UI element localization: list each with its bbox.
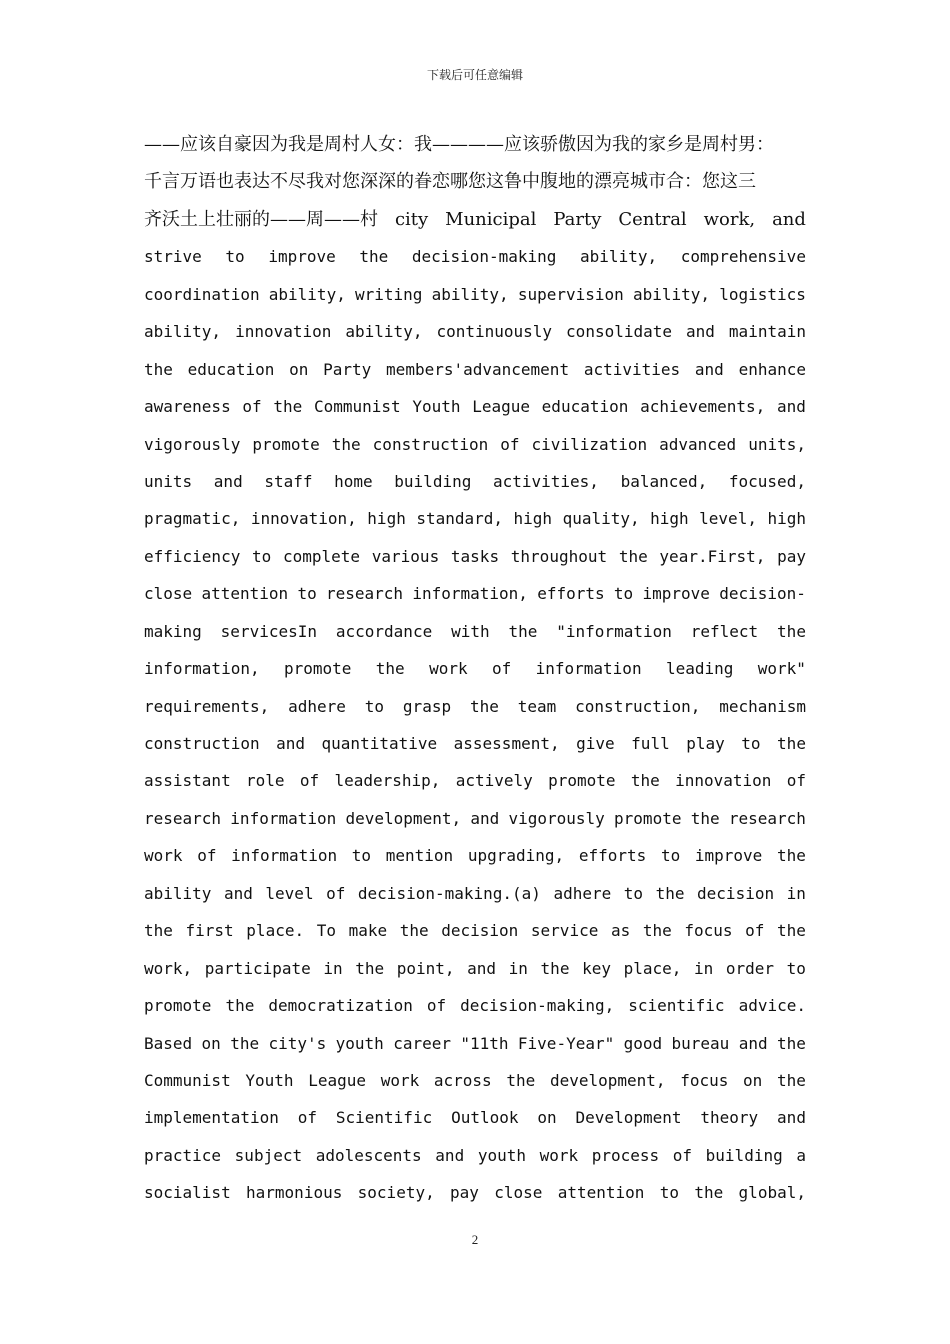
- body-word: ability: [144, 883, 212, 903]
- body-word: team: [517, 696, 557, 716]
- body-line: [144, 463, 806, 500]
- body-word: close: [494, 1183, 543, 1203]
- body-word: process: [591, 1145, 660, 1165]
- body-word: various: [371, 546, 440, 566]
- body-word: information,: [412, 584, 528, 604]
- body-word: Communist: [313, 397, 401, 417]
- body-word: efforts: [578, 846, 647, 866]
- body-word: of: [299, 771, 320, 791]
- body-word: vigorously: [508, 808, 605, 828]
- body-word: and: [694, 359, 724, 379]
- body-line: [144, 276, 806, 313]
- body-word: innovation: [235, 322, 332, 342]
- body-word: and: [213, 471, 243, 491]
- body-word: leading: [665, 659, 734, 679]
- body-line: [144, 538, 806, 575]
- body-word: information,: [144, 659, 260, 679]
- body-word: play: [686, 734, 725, 753]
- body-word: research: [325, 584, 404, 604]
- body-word: promote: [548, 771, 616, 791]
- body-line: [144, 201, 806, 238]
- body-word: to: [786, 958, 806, 978]
- body-word: on: [201, 1033, 221, 1053]
- body-word: comprehensive: [680, 247, 806, 267]
- body-word: of: [672, 1145, 693, 1165]
- body-word: the: [642, 921, 672, 941]
- body-word: the: [375, 659, 405, 679]
- body-word: city's: [268, 1033, 327, 1053]
- body-word: awareness: [144, 397, 231, 417]
- body-word: the: [776, 1033, 806, 1053]
- body-word: ability,: [144, 322, 222, 342]
- body-word: research: [728, 808, 806, 828]
- body-word: promote: [614, 808, 682, 828]
- body-word: the: [144, 921, 173, 941]
- body-word: the: [777, 921, 806, 941]
- body-word: tasks: [450, 546, 500, 566]
- body-word: accordance: [335, 621, 433, 641]
- body-word: assistant: [144, 771, 231, 791]
- body-word: promote: [252, 434, 320, 454]
- body-word: the: [355, 958, 385, 978]
- body-word: of: [197, 846, 217, 866]
- body-word: point,: [396, 958, 455, 978]
- body-word: staff: [264, 471, 313, 491]
- body-word: work: [144, 846, 183, 866]
- body-word: key: [582, 958, 611, 978]
- body-word: information: [535, 659, 642, 679]
- body-word: League: [308, 1070, 367, 1090]
- body-word: decision-making: [411, 247, 557, 267]
- body-word: year.First,: [659, 546, 766, 566]
- body-word: improve: [694, 846, 763, 866]
- body-word: ability,: [431, 284, 509, 304]
- body-word: the: [230, 1033, 260, 1053]
- body-word: maintain: [728, 322, 806, 342]
- body-word: high: [650, 509, 689, 529]
- body-word: service: [530, 921, 599, 941]
- body-word: adhere: [288, 696, 346, 716]
- body-word: Youth: [245, 1070, 294, 1090]
- body-word: the: [776, 846, 806, 866]
- body-word: mention: [385, 846, 454, 866]
- body-word: pragmatic,: [144, 509, 241, 529]
- body-word: work,: [703, 208, 756, 230]
- body-word: of: [426, 996, 447, 1016]
- body-word: ability,: [345, 322, 423, 342]
- body-word: the: [273, 397, 303, 417]
- body-word: attention: [201, 584, 289, 604]
- body-line: [144, 800, 806, 837]
- body-word: to: [252, 546, 272, 566]
- body-word: improve: [642, 584, 710, 604]
- body-line: [144, 613, 806, 650]
- body-word: to: [623, 883, 644, 903]
- body-word: on: [743, 1070, 763, 1090]
- body-word: implementation: [144, 1108, 279, 1128]
- body-word: and: [777, 1108, 806, 1128]
- body-line: 千言万语也表达不尽我对您深深的眷恋哪您这鲁中腹地的漂亮城市合：您这三: [144, 171, 756, 193]
- body-word: the: [776, 1070, 806, 1090]
- body-word: and: [738, 1033, 768, 1053]
- body-word: units: [144, 471, 193, 491]
- body-word: society,: [357, 1183, 435, 1203]
- body-word: consolidate: [566, 322, 673, 342]
- body-line: [144, 1174, 806, 1211]
- body-word: subject: [234, 1145, 303, 1165]
- body-word: of: [297, 1108, 317, 1128]
- body-word: as: [610, 921, 631, 941]
- body-word: place.: [246, 921, 305, 941]
- body-word: pay: [777, 546, 806, 566]
- body-word: 齐沃土上壮丽的——周——村: [144, 208, 378, 230]
- body-word: advice.: [738, 996, 806, 1016]
- body-word: education: [187, 359, 275, 379]
- body-line: [144, 1099, 806, 1136]
- body-line: [144, 1137, 806, 1174]
- body-word: give: [576, 734, 615, 753]
- body-word: complete: [283, 546, 361, 566]
- body-word: Based: [144, 1033, 193, 1053]
- body-word: development,: [345, 808, 462, 828]
- body-line: [144, 837, 806, 874]
- body-word: work: [539, 1145, 579, 1165]
- body-word: logistics: [719, 284, 806, 304]
- body-word: and: [470, 808, 500, 828]
- body-word: construction,: [575, 696, 701, 716]
- body-word: Central: [618, 208, 687, 230]
- body-word: education: [541, 397, 629, 417]
- body-word: focus: [680, 1070, 729, 1090]
- body-word: innovation: [675, 771, 772, 791]
- body-line: [144, 313, 806, 350]
- body-word: to: [297, 584, 317, 604]
- body-word: the: [630, 771, 660, 791]
- body-word: Development: [575, 1108, 682, 1128]
- body-word: work": [757, 659, 806, 679]
- body-word: building: [705, 1145, 783, 1165]
- body-word: the: [777, 621, 806, 641]
- body-word: units,: [748, 434, 806, 454]
- body-line: [144, 650, 806, 687]
- body-word: to: [351, 846, 372, 866]
- body-word: socialist: [144, 1183, 231, 1203]
- body-word: youth: [477, 1145, 526, 1165]
- body-word: assessment,: [453, 734, 560, 753]
- body-word: information: [230, 808, 337, 828]
- body-word: League: [472, 397, 530, 417]
- body-word: to: [364, 696, 385, 716]
- body-word: high: [367, 509, 406, 529]
- body-line: [144, 987, 806, 1024]
- body-word: with: [451, 621, 490, 641]
- body-line: [144, 875, 806, 912]
- body-word: decision-making,: [460, 996, 615, 1016]
- body-word: leadership,: [334, 771, 441, 791]
- body-word: good: [623, 1033, 663, 1053]
- body-word: Municipal: [445, 208, 537, 230]
- body-word: the: [144, 359, 173, 379]
- body-line: [144, 912, 806, 949]
- body-word: Communist: [144, 1070, 231, 1090]
- body-word: decision-: [719, 584, 806, 604]
- body-word: to: [660, 846, 681, 866]
- body-word: development,: [549, 1070, 666, 1090]
- body-word: throughout: [510, 546, 608, 566]
- body-word: requirements,: [144, 696, 270, 716]
- body-line: [144, 1025, 806, 1062]
- body-word: improve: [268, 247, 336, 267]
- body-word: quantitative: [321, 734, 438, 753]
- body-word: the: [777, 734, 806, 753]
- body-word: efficiency: [144, 546, 241, 566]
- body-word: attention: [557, 1183, 645, 1203]
- body-word: innovation,: [250, 509, 357, 529]
- body-word: and: [467, 958, 497, 978]
- page-number: 2: [471, 1232, 479, 1247]
- body-word: the: [508, 621, 538, 641]
- body-word: Youth: [412, 397, 461, 417]
- body-word: civilization: [531, 434, 648, 454]
- body-word: efforts: [537, 584, 605, 604]
- body-word: the: [618, 546, 648, 566]
- body-word: the: [690, 808, 720, 828]
- body-word: vigorously: [144, 434, 241, 454]
- body-word: Party: [553, 208, 602, 230]
- body-word: level: [265, 883, 314, 903]
- body-line: [144, 950, 806, 987]
- body-word: on: [537, 1108, 557, 1128]
- body-word: to: [659, 1183, 680, 1203]
- body-word: upgrading,: [467, 846, 565, 866]
- body-word: work: [429, 659, 468, 679]
- body-word: career: [393, 1033, 451, 1053]
- body-line: [144, 426, 806, 463]
- body-word: standard,: [416, 509, 504, 529]
- body-word: make: [348, 921, 388, 941]
- body-word: enhance: [738, 359, 806, 379]
- body-word: supervision: [517, 284, 624, 304]
- body-word: global,: [738, 1183, 806, 1203]
- body-word: construction: [372, 434, 489, 454]
- body-word: of: [326, 883, 346, 903]
- body-word: the: [225, 996, 255, 1016]
- body-word: "information: [556, 621, 672, 641]
- body-word: activities,: [492, 471, 599, 491]
- body-word: achievements,: [640, 397, 766, 417]
- body-word: promote: [283, 659, 352, 679]
- body-word: building: [394, 471, 472, 491]
- body-word: ability,: [268, 284, 346, 304]
- body-word: work: [380, 1070, 420, 1090]
- body-line: ——应该自豪因为我是周村人女：我————应该骄傲因为我的家乡是周村男：: [144, 134, 774, 155]
- body-word: home: [334, 471, 373, 491]
- body-word: first: [185, 921, 234, 941]
- body-word: city: [394, 208, 429, 230]
- body-word: Five-Year": [517, 1033, 615, 1053]
- body-word: and: [776, 397, 806, 417]
- body-word: pay: [450, 1183, 479, 1203]
- body-word: ability,: [580, 247, 658, 267]
- body-word: of: [745, 921, 765, 941]
- body-word: "11th: [460, 1033, 509, 1053]
- body-line: [144, 351, 806, 388]
- body-word: balanced,: [620, 471, 708, 491]
- body-word: a: [796, 1145, 806, 1165]
- body-word: construction: [144, 734, 260, 753]
- body-word: the: [506, 1070, 536, 1090]
- body-word: information: [231, 846, 338, 866]
- body-word: Outlook: [451, 1108, 519, 1128]
- body-line: [144, 500, 806, 537]
- body-word: the: [469, 696, 499, 716]
- body-word: close: [144, 584, 193, 604]
- body-line: [144, 688, 806, 725]
- body-word: in: [508, 958, 528, 978]
- body-word: grasp: [402, 696, 452, 716]
- body-word: theory: [700, 1108, 759, 1128]
- body-word: harmonious: [246, 1183, 343, 1203]
- body-word: activities: [583, 359, 681, 379]
- body-word: the: [694, 1183, 724, 1203]
- body-word: Scientific: [335, 1108, 433, 1128]
- body-word: and: [435, 1145, 465, 1165]
- body-word: promote: [144, 996, 212, 1016]
- body-word: place,: [623, 958, 682, 978]
- body-word: actively: [455, 771, 533, 791]
- body-word: reflect: [690, 621, 759, 641]
- body-word: to: [613, 584, 634, 604]
- body-word: democratization: [268, 996, 413, 1016]
- body-word: to: [225, 247, 245, 267]
- body-line: [144, 762, 806, 799]
- document-body: [144, 126, 806, 1212]
- body-word: the: [540, 958, 570, 978]
- body-word: decision: [697, 883, 775, 903]
- body-line: [144, 238, 806, 275]
- body-word: the: [331, 434, 361, 454]
- body-word: ability,: [632, 284, 711, 304]
- body-word: role: [246, 771, 285, 791]
- body-word: advanced: [659, 434, 737, 454]
- body-word: of: [786, 771, 806, 791]
- body-word: the: [399, 921, 429, 941]
- body-word: coordination: [144, 284, 260, 304]
- body-word: youth: [335, 1033, 384, 1053]
- body-word: participate: [204, 958, 311, 978]
- body-word: focused,: [728, 471, 806, 491]
- body-word: quality,: [562, 509, 640, 529]
- body-word: and: [686, 322, 715, 342]
- body-word: high: [513, 509, 553, 529]
- body-line: [144, 1062, 806, 1099]
- body-word: research: [144, 808, 222, 828]
- body-word: To: [316, 921, 336, 941]
- body-word: adhere: [553, 883, 612, 903]
- body-word: work,: [144, 958, 193, 978]
- body-word: the: [359, 247, 389, 267]
- body-word: the: [655, 883, 685, 903]
- body-word: focus: [684, 921, 733, 941]
- body-word: in: [693, 958, 714, 978]
- body-word: adolescents: [315, 1145, 422, 1165]
- body-word: bureau: [671, 1033, 730, 1053]
- body-line: [144, 388, 806, 425]
- body-word: of: [242, 397, 262, 417]
- body-word: making: [144, 621, 202, 641]
- body-word: and: [276, 734, 306, 753]
- body-word: of: [491, 659, 512, 679]
- body-word: writing: [355, 284, 423, 304]
- body-word: high: [767, 509, 806, 529]
- body-word: servicesIn: [220, 621, 317, 641]
- page-header: 下载后可任意编辑: [426, 68, 523, 82]
- body-word: of: [500, 434, 520, 454]
- body-word: continuously: [436, 322, 553, 342]
- body-word: and: [223, 883, 253, 903]
- body-word: scientific: [628, 996, 725, 1016]
- body-word: full: [631, 734, 670, 753]
- body-word: strive: [144, 247, 202, 267]
- body-word: in: [786, 883, 806, 903]
- body-word: mechanism: [719, 696, 806, 716]
- body-word: level,: [699, 509, 757, 529]
- body-word: in: [323, 958, 343, 978]
- body-word: order: [725, 958, 775, 978]
- body-word: on: [289, 359, 309, 379]
- body-word: decision-making.(a): [357, 883, 541, 903]
- body-word: decision: [441, 921, 519, 941]
- body-word: across: [433, 1070, 492, 1090]
- body-line: [144, 725, 806, 762]
- body-word: to: [741, 734, 761, 753]
- body-line: [144, 575, 806, 612]
- body-word: Party: [323, 359, 372, 379]
- body-word: and: [772, 208, 806, 230]
- body-word: members'advancement: [386, 359, 570, 379]
- body-word: practice: [144, 1145, 222, 1165]
